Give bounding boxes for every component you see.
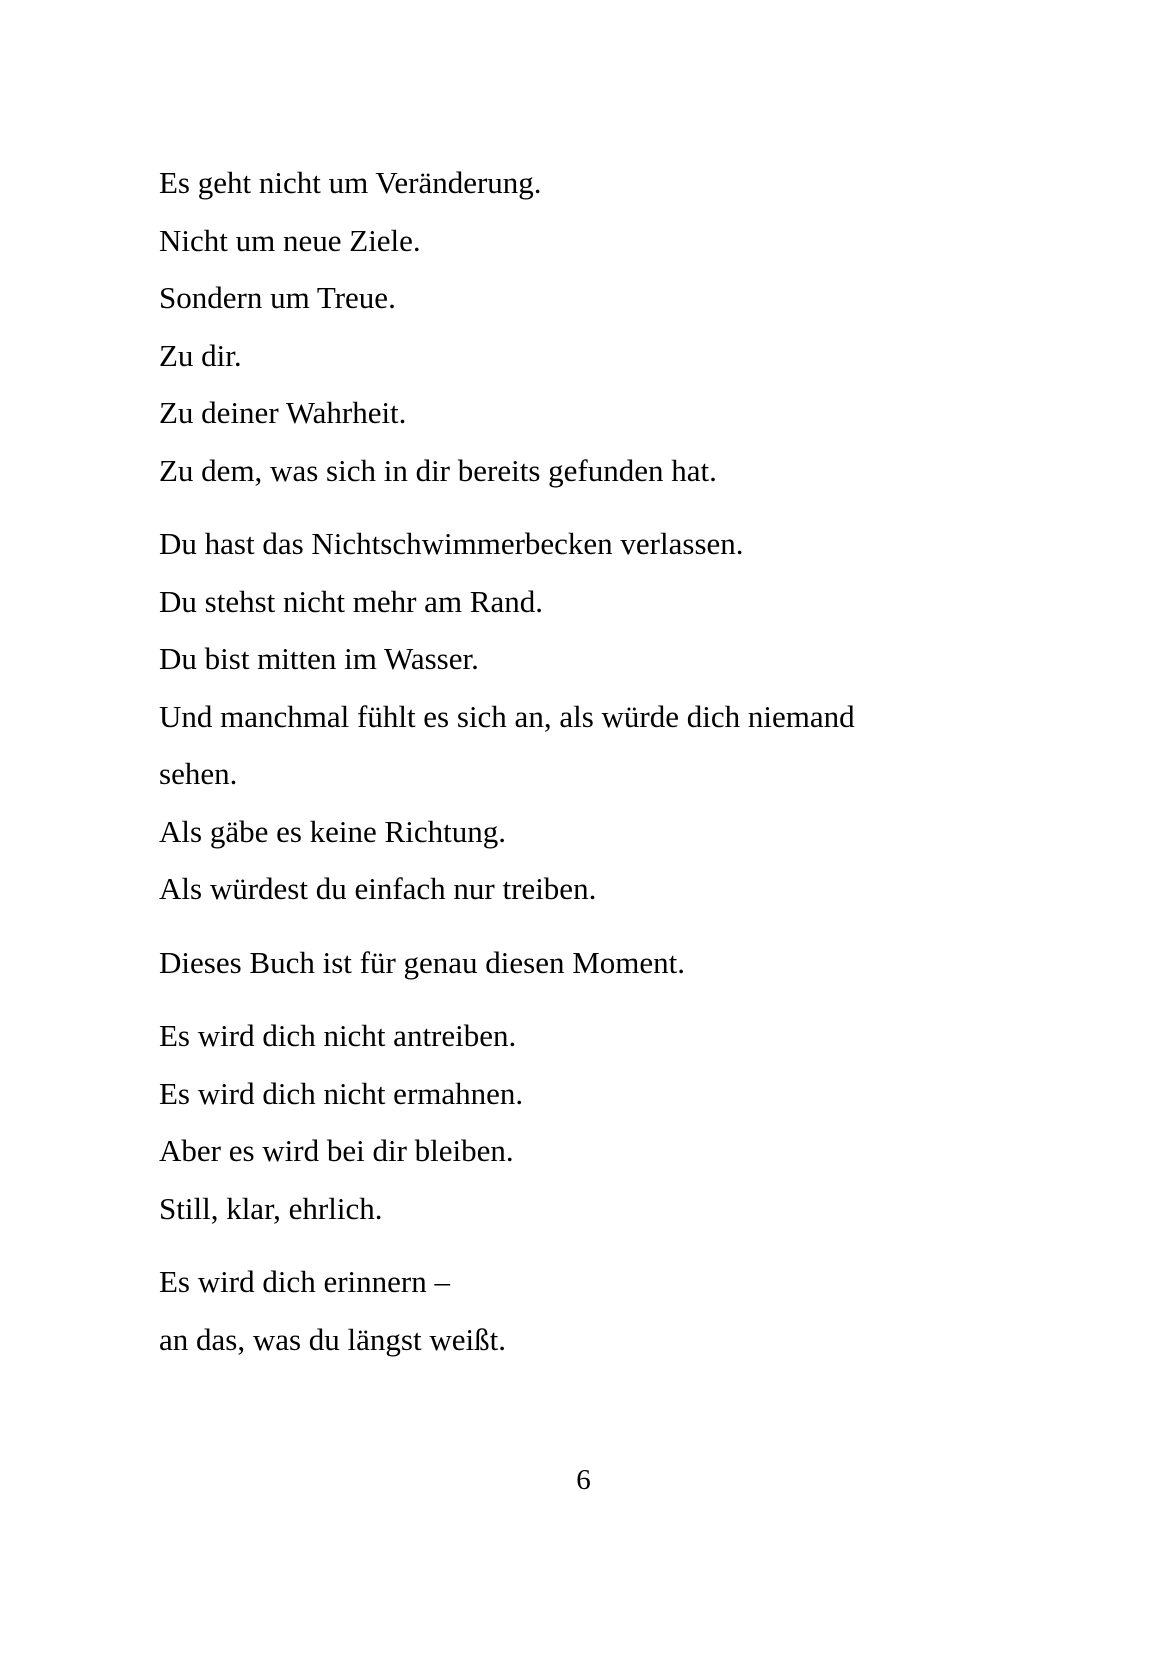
text-line: Zu deiner Wahrheit. — [159, 395, 407, 430]
text-line: Es wird dich nicht ermahnen. — [159, 1075, 524, 1111]
text-line: Du hast das Nichtschwimmerbecken verlassen. — [159, 526, 744, 561]
stanza — [159, 934, 1019, 992]
page-number: 6 — [576, 1464, 591, 1496]
text-line: Zu dir. — [159, 337, 242, 373]
text-line: Still, klar, ehrlich. — [159, 1190, 383, 1226]
text-line: Als würdest du einfach nur treiben. — [159, 871, 597, 906]
text-line: Zu dem, was sich in dir bereits gefunden hat. — [159, 452, 717, 488]
text-line: Sondern um Treue. — [159, 280, 396, 315]
text-line: Nicht um neue Ziele. — [159, 222, 421, 258]
stanza — [159, 154, 1019, 499]
text-line: Dieses Buch ist für genau diesen Moment. — [159, 944, 686, 980]
text-line: Es wird dich erinnern – — [159, 1264, 450, 1299]
text-line: Du bist mitten im Wasser. — [159, 641, 479, 676]
text-line: Und manchmal fühlt es sich an, als würde dich niemand — [159, 698, 855, 734]
text-line: Als gäbe es keine Richtung. — [159, 813, 506, 849]
text-line: sehen. — [159, 756, 238, 791]
text-line: Es wird dich nicht antreiben. — [159, 1018, 517, 1053]
stanza — [159, 515, 1019, 918]
text-line: Du stehst nicht mehr am Rand. — [159, 583, 543, 619]
stanza — [159, 1007, 1019, 1237]
body-text — [159, 154, 1019, 1368]
stanza — [159, 1253, 1019, 1368]
text-line: an das, was du längst weißt. — [159, 1321, 506, 1357]
text-line: Aber es wird bei dir bleiben. — [159, 1133, 514, 1168]
text-line: Es geht nicht um Veränderung. — [159, 165, 542, 200]
